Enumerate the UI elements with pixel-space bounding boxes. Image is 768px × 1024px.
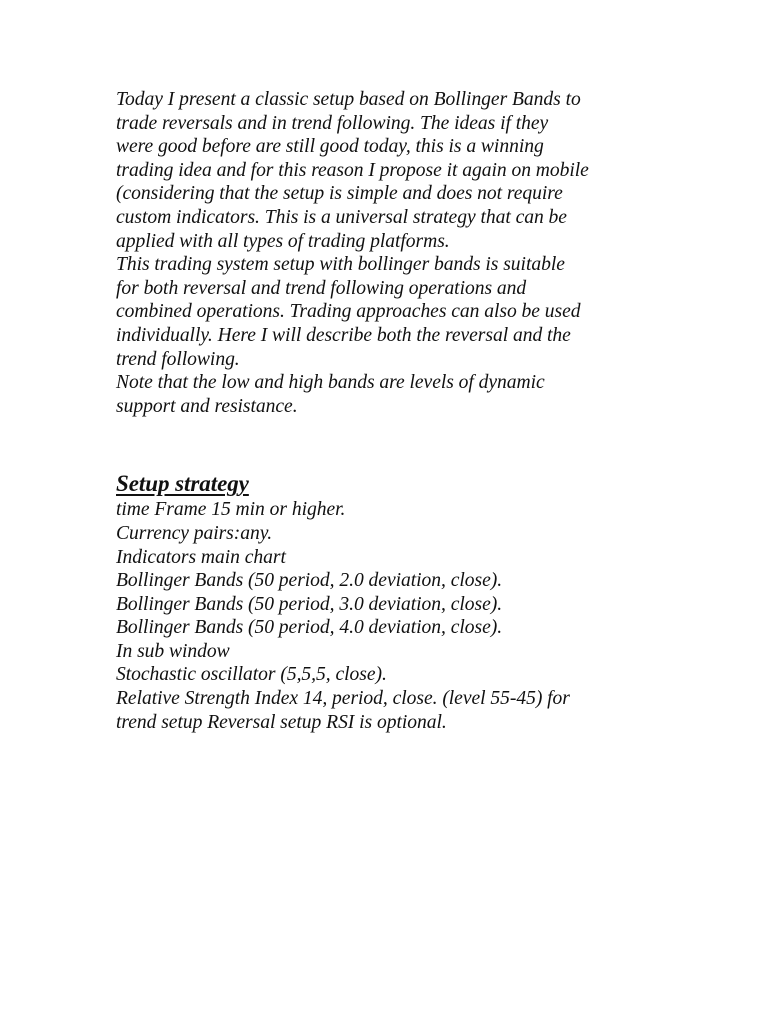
intro-paragraph-1: Today I present a classic setup based on Bollinger Bands to trade reversals and in trend following. The ideas if they were good before are still good today, this is a winning trading idea and for this reason I propose it again on mobile (considering that the setup is simple and does not require custom indicators. This is a universal strategy that can be applied with all types of trading platforms. (116, 89, 589, 252)
setup-line-indicators-main-chart: Indicators main chart (116, 546, 286, 568)
setup-line-timeframe: time Frame 15 min or higher. (116, 499, 346, 521)
setup-line-sub-window: In sub window (116, 640, 230, 662)
setup-line-bollinger-4: Bollinger Bands (50 period, 4.0 deviation, close). (116, 617, 503, 639)
setup-line-stochastic: Stochastic oscillator (5,5,5, close). (116, 664, 387, 686)
setup-line-rsi: Relative Strength Index 14, period, close. (level 55-45) for (116, 688, 570, 710)
setup-line-currency-pairs: Currency pairs:any. (116, 522, 273, 544)
setup-list (116, 498, 676, 734)
intro-paragraph-3: Note that the low and high bands are levels of dynamic support and resistance. (116, 372, 545, 417)
document-page (116, 88, 676, 734)
setup-line-bollinger-2: Bollinger Bands (50 period, 2.0 deviation, close). (116, 570, 503, 592)
intro-paragraph-2: This trading system setup with bollinger bands is suitable for both reversal and trend following operations and combined operations. Trading approaches can also be used individually. Here I will describe both the reversal and the trend following. (116, 254, 581, 370)
setup-line-rsi-note: trend setup Reversal setup RSI is optional. (116, 711, 447, 733)
setup-line-bollinger-3: Bollinger Bands (50 period, 3.0 deviation, close). (116, 593, 503, 615)
section-heading-setup-strategy: Setup strategy (116, 471, 249, 497)
